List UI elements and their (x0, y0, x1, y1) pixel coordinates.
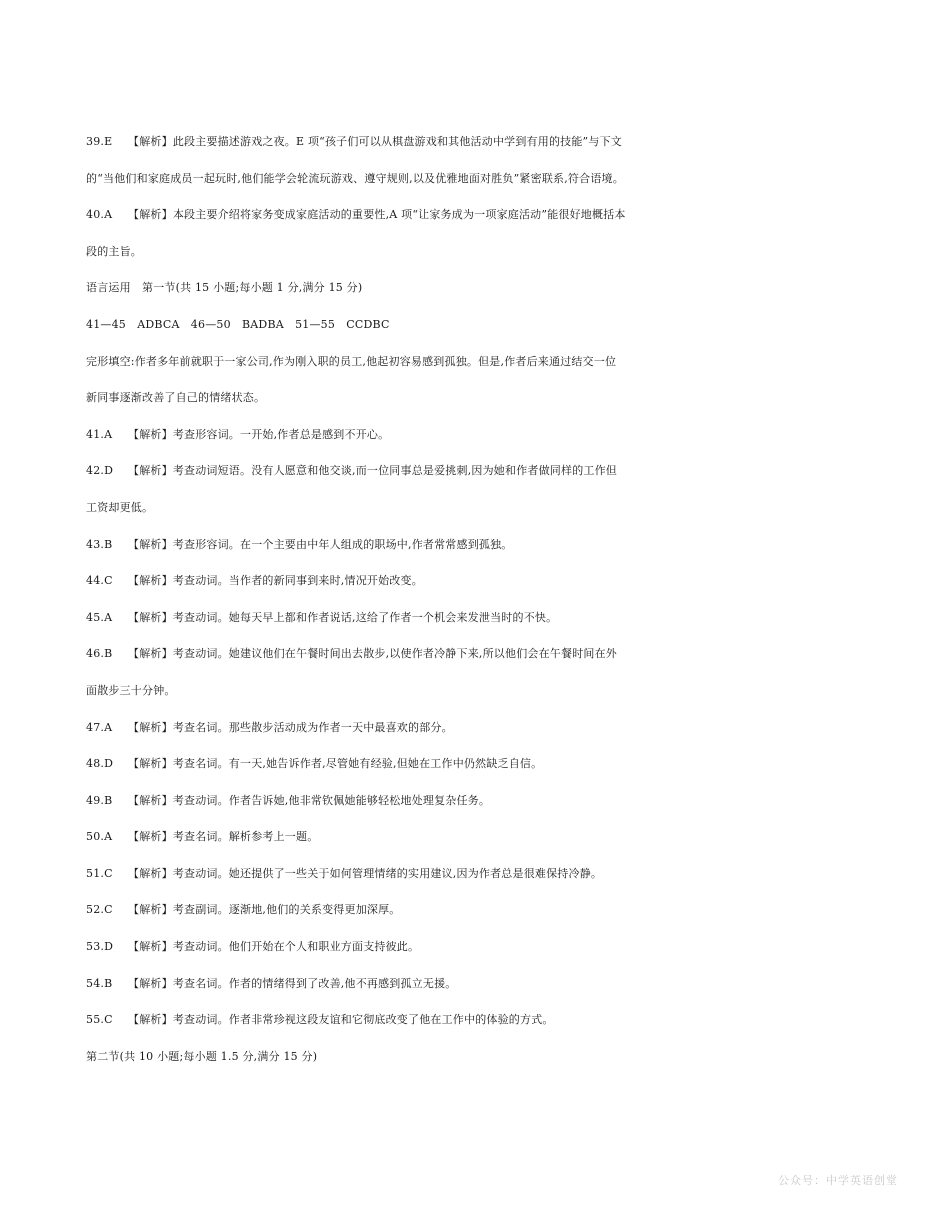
line-text: 考查名词。解析参考上一题。 (172, 830, 319, 844)
text-line (86, 600, 886, 637)
analysis-tag: 【解析】 (128, 610, 173, 624)
analysis-tag: 【解析】 (128, 866, 173, 880)
question-number: 47.A (86, 720, 113, 734)
analysis-tag: 【解析】 (128, 720, 173, 734)
line-text: 考查动词。她还提供了一些关于如何管理情绪的实用建议,因为作者总是很难保持冷静。 (172, 866, 603, 880)
analysis-tag: 【解析】 (128, 574, 173, 588)
analysis-tag: 【解析】 (128, 830, 173, 844)
line-text: 的“当他们和家庭成员一起玩时,他们能学会轮流玩游戏、遵守规则,以及优雅地面对胜负”紧密联系,符合语境。 (86, 171, 624, 185)
question-number: 50.A (86, 830, 113, 844)
line-text: 本段主要介绍将家务变成家庭活动的重要性,A 项“让家务成为一项家庭活动”能很好地概括本 (172, 208, 626, 222)
text-line (86, 307, 886, 344)
text-line (86, 234, 886, 271)
analysis-tag: 【解析】 (128, 647, 173, 661)
line-text: 考查动词。作者非常珍视这段友谊和它彻底改变了他在工作中的体验的方式。 (172, 1013, 554, 1027)
question-number: 52.C (86, 903, 113, 917)
question-number: 40.A (86, 208, 113, 222)
line-text: 考查动词。作者告诉她,他非常钦佩她能够轻松地处理复杂任务。 (172, 793, 491, 807)
line-text: 段的主旨。 (86, 244, 142, 258)
line-text: 考查动词。她每天早上都和作者说话,这给了作者一个机会来发泄当时的不快。 (172, 610, 558, 624)
text-line (86, 124, 886, 161)
question-number: 43.B (86, 537, 113, 551)
text-line (86, 527, 886, 564)
text-line (86, 380, 886, 417)
text-line (86, 819, 886, 856)
text-line (86, 746, 886, 783)
answer-key-document (86, 124, 886, 1075)
watermark: 公众号：中学英语创堂 (778, 1174, 898, 1187)
analysis-tag: 【解析】 (128, 757, 173, 771)
text-line (86, 892, 886, 929)
analysis-tag: 【解析】 (128, 537, 173, 551)
question-number: 46.B (86, 647, 113, 661)
question-number: 55.C (86, 1013, 113, 1027)
line-text: 考查动词短语。没有人愿意和他交谈,而一位同事总是爱挑刺,因为她和作者做同样的工作但 (172, 464, 618, 478)
question-number: 49.B (86, 793, 113, 807)
question-number: 45.A (86, 610, 113, 624)
line-text: 考查动词。她建议他们在午餐时间出去散步,以使作者冷静下来,所以他们会在午餐时间在外 (172, 647, 618, 661)
text-line (86, 161, 886, 198)
question-number: 44.C (86, 574, 113, 588)
question-number: 41.A (86, 427, 113, 441)
line-text: 考查形容词。一开始,作者总是感到不开心。 (172, 427, 390, 441)
text-line (86, 966, 886, 1003)
line-text: 新同事逐渐改善了自己的情绪状态。 (86, 391, 266, 405)
analysis-tag: 【解析】 (128, 976, 173, 990)
text-line (86, 563, 886, 600)
text-line (86, 1002, 886, 1039)
line-text: 考查名词。作者的情绪得到了改善,他不再感到孤立无援。 (172, 976, 457, 990)
line-text: 此段主要描述游戏之夜。E 项“孩子们可以从棋盘游戏和其他活动中学到有用的技能”与下文 (172, 135, 622, 148)
analysis-tag: 【解析】 (128, 427, 173, 441)
line-text: 考查名词。那些散步活动成为作者一天中最喜欢的部分。 (172, 720, 453, 734)
text-line (86, 673, 886, 710)
analysis-tag: 【解析】 (128, 464, 173, 478)
line-text: 完形填空:作者多年前就职于一家公司,作为刚入职的员工,他起初容易感到孤独。但是,作者后来通过结交一位 (86, 354, 617, 368)
line-text: 考查副词。逐渐地,他们的关系变得更加深厚。 (172, 903, 401, 917)
question-number: 39.E (86, 135, 113, 148)
text-line (86, 783, 886, 820)
text-line (86, 710, 886, 747)
text-line (86, 490, 886, 527)
line-text: 工资却更低。 (86, 500, 154, 514)
line-text: 41—45 ADBCA 46—50 BADBA 51—55 CCDBC (86, 317, 390, 331)
analysis-tag: 【解析】 (128, 793, 173, 807)
question-number: 53.D (86, 940, 114, 954)
question-number: 54.B (86, 976, 113, 990)
line-text: 语言运用 第一节(共 15 小题;每小题 1 分,满分 15 分) (86, 281, 363, 295)
analysis-tag: 【解析】 (128, 135, 173, 148)
question-number: 51.C (86, 866, 113, 880)
line-text: 考查名词。有一天,她告诉作者,尽管她有经验,但她在工作中仍然缺乏自信。 (172, 757, 543, 771)
line-text: 考查动词。当作者的新同事到来时,情况开始改变。 (172, 574, 423, 588)
question-number: 48.D (86, 757, 114, 771)
analysis-tag: 【解析】 (128, 940, 173, 954)
line-text: 考查形容词。在一个主要由中年人组成的职场中,作者常常感到孤独。 (172, 537, 513, 551)
text-line (86, 929, 886, 966)
line-text: 面散步三十分钟。 (86, 683, 176, 697)
text-line (86, 417, 886, 454)
question-number: 42.D (86, 464, 114, 478)
text-line (86, 270, 886, 307)
text-line (86, 856, 886, 893)
text-line (86, 344, 886, 381)
line-text: 第二节(共 10 小题;每小题 1.5 分,满分 15 分) (86, 1049, 318, 1063)
text-line (86, 636, 886, 673)
analysis-tag: 【解析】 (128, 1013, 173, 1027)
analysis-tag: 【解析】 (128, 208, 173, 222)
text-line (86, 453, 886, 490)
line-text: 考查动词。他们开始在个人和职业方面支持彼此。 (172, 940, 420, 954)
analysis-tag: 【解析】 (128, 903, 173, 917)
text-line (86, 1039, 886, 1076)
text-line (86, 197, 886, 234)
